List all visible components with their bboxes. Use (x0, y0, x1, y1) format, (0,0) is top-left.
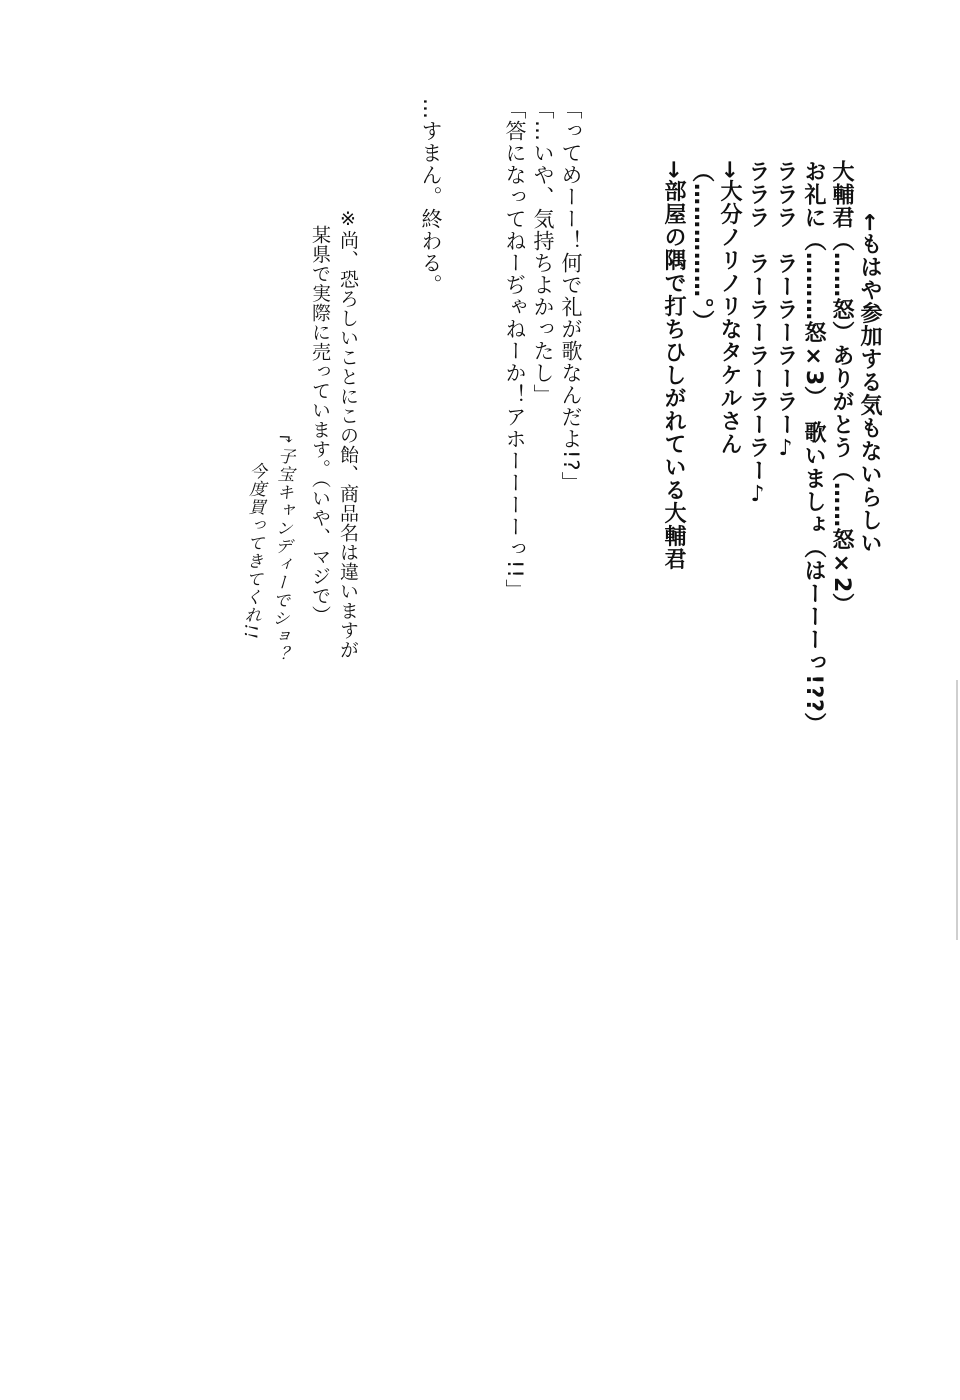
stage-note-line: ←もはや参加する気もないらしい (857, 213, 882, 555)
dialogue-line: 大輔君（……怒）ありがとう（……怒×2） (829, 160, 854, 617)
dialogue-line: （……………。） (689, 160, 714, 333)
quote-line: 「答になってねーぢゃねーか！アホーーーーっ!!」 (503, 98, 527, 601)
closing-line: …すまん。終わる。 (419, 98, 443, 296)
stage-note-line: →部屋の隅で打ちひしがれている大輔君 (661, 160, 686, 571)
dialogue-line: お礼に（………怒×3） 歌いましょ（はーーーっ!??） (801, 160, 826, 736)
page-edge-line (956, 680, 958, 940)
song-line: ラララ ラーラーラーラーラー♪ (745, 160, 770, 508)
footnote-line: 某県で実際に売っています。（いや、マジで） (309, 225, 331, 625)
quote-line: 「ってめーー！何で礼が歌なんだよ!?」 (559, 98, 583, 494)
handwritten-note: ↱子宝キャンディーでショ？ (266, 431, 296, 664)
stage-note-line: →大分ノリノリなタケルさん (717, 160, 742, 456)
song-line: ラララ ラーラーラーラー♪ (773, 160, 798, 462)
quote-line: 「…いや、気持ちよかったし」 (531, 98, 555, 406)
handwritten-note: 今度買ってきてくれ!! (239, 461, 267, 640)
footnote-line: ※尚、恐ろしいことにこの飴、商品名は違いますが (337, 208, 359, 660)
